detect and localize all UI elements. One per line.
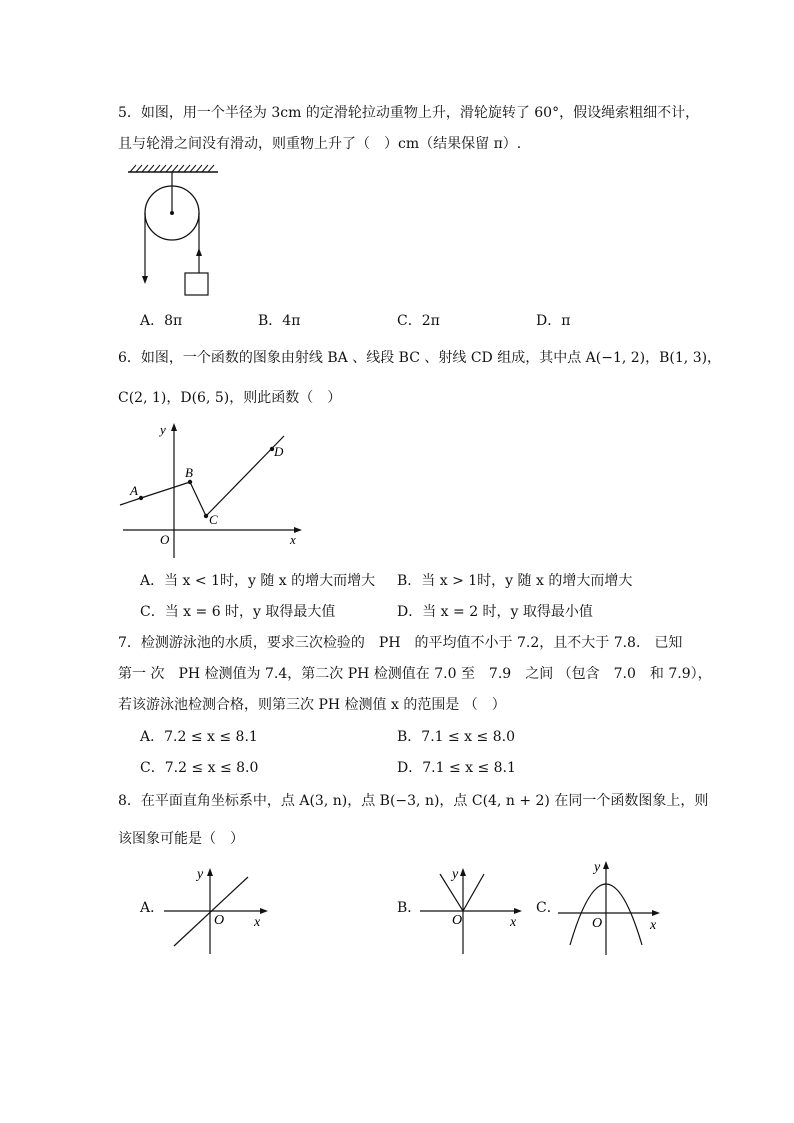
- q8-a-y-label: y: [197, 867, 204, 882]
- q6-function-graph: [118, 418, 308, 558]
- point-a-label: A: [130, 483, 138, 498]
- q8-a-x-label: x: [254, 915, 261, 930]
- point-d-label: D: [274, 444, 284, 459]
- q8-c-x-label: x: [650, 918, 657, 933]
- q7-option-b: B．7.1 ≤ x ≤ 8.0: [397, 729, 515, 745]
- q6-line1: 6．如图，一个函数的图象由射线 BA 、线段 BC 、射线 CD 组成，其中点 A(−1, 2)，B(1, 3)，: [118, 350, 722, 366]
- q8-line2: 该图象可能是（ ）: [118, 831, 244, 847]
- q5-option-a: A．8π: [140, 313, 183, 329]
- q8-a-origin-label: O: [214, 913, 225, 928]
- q6-option-a: A．当 x < 1时，y 随 x 的增大而增大: [140, 573, 376, 589]
- q5-option-b: B．4π: [258, 313, 301, 329]
- q8-c-y-label: y: [594, 860, 601, 875]
- q7-line2: 第一 次 PH 检测值为 7.4，第二次 PH 检测值在 7.0 至 7.9 之间 （包含 7.0 和 7.9），: [118, 666, 712, 682]
- q8-graph-b: [418, 862, 528, 957]
- q8-option-b: B．: [397, 900, 422, 916]
- q8-b-origin-label: O: [452, 913, 463, 928]
- q5-line2: 且与轮滑之间没有滑动，则重物上升了（ ）cm（结果保留 π）.: [118, 136, 522, 152]
- q8-option-c: C．: [536, 900, 561, 916]
- q8-graph-a: [162, 862, 272, 957]
- q7-line3: 若该游泳池检测合格，则第三次 PH 检测值 x 的范围是 （ ）: [118, 697, 506, 713]
- q8-line1: 8．在平面直角坐标系中，点 A(3, n)，点 B(−3, n)，点 C(4, n + 2) 在同一个函数图象上，则: [118, 793, 709, 809]
- q5-option-d: D．π: [536, 313, 571, 329]
- q6-option-b: B．当 x > 1时，y 随 x 的增大而增大: [397, 573, 633, 589]
- q6-y-label: y: [160, 422, 166, 437]
- q5-option-c: C．2π: [397, 313, 440, 329]
- q7-line1: 7．检测游泳池的水质，要求三次检验的 PH 的平均值不小于 7.2，且不大于 7.8． 已知: [118, 635, 683, 651]
- q6-x-label: x: [290, 532, 296, 547]
- q8-option-a: A．: [140, 900, 165, 916]
- q6-origin-label: O: [160, 532, 170, 547]
- q8-b-y-label: y: [452, 867, 459, 882]
- q6-line2: C(2, 1)，D(6, 5)，则此函数（ ）: [118, 390, 342, 406]
- point-b-label: B: [185, 465, 193, 480]
- q8-b-x-label: x: [510, 915, 517, 930]
- q5-line1: 5．如图，用一个半径为 3cm 的定滑轮拉动重物上升，滑轮旋转了 60°，假设绳索粗细不计，: [118, 105, 700, 121]
- q7-option-a: A．7.2 ≤ x ≤ 8.1: [140, 729, 258, 745]
- q7-option-c: C．7.2 ≤ x ≤ 8.0: [140, 760, 259, 776]
- point-c-label: C: [209, 512, 218, 527]
- q6-option-c: C．当 x = 6 时，y 取得最大值: [140, 604, 336, 620]
- q6-option-d: D．当 x = 2 时，y 取得最小值: [397, 604, 593, 620]
- q8-graph-c: [556, 855, 666, 960]
- pulley-diagram: [118, 160, 228, 300]
- q8-c-origin-label: O: [592, 916, 603, 931]
- q7-option-d: D．7.1 ≤ x ≤ 8.1: [397, 760, 516, 776]
